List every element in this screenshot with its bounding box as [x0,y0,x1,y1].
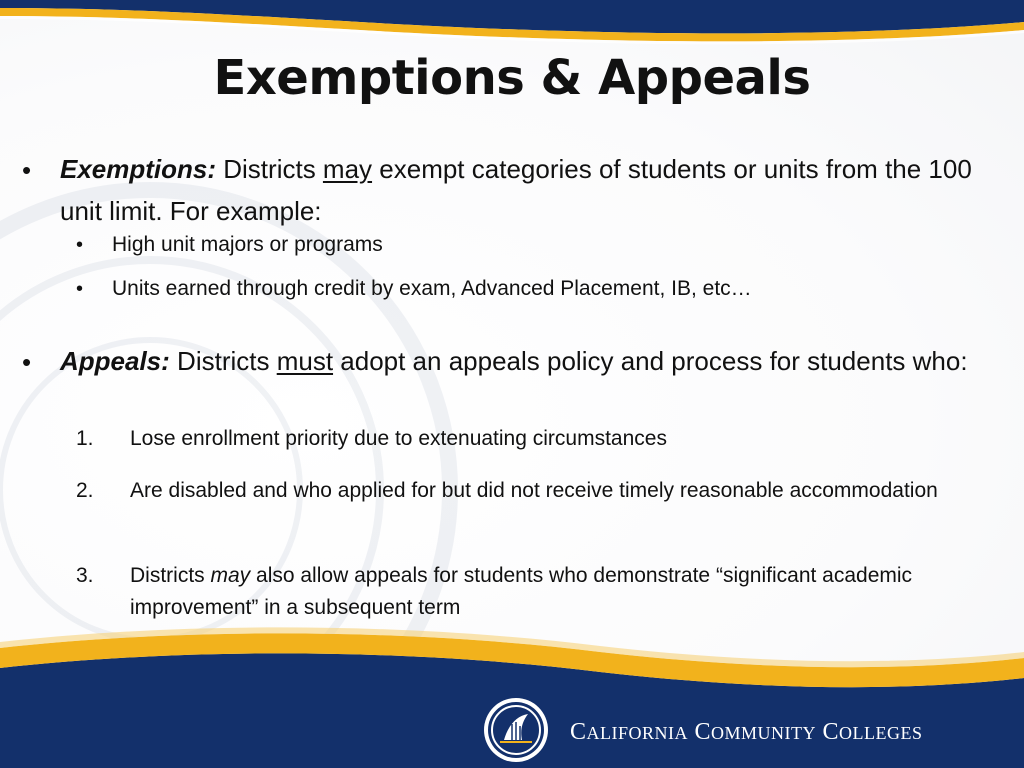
exemptions-text-after: exempt categories of students or units from the 100 unit limit. For example: [60,154,972,226]
brand-initial: C [694,719,712,745]
exemptions-underlined-word: may [322,154,373,184]
appeals-label: Appeals: [60,346,170,376]
list-number: 3. [76,564,94,587]
slide-title: Exemptions & Appeals [213,50,811,106]
exemption-item: Units earned through credit by exam, Advanced Placement, IB, etc… [112,277,752,300]
list-number: 1. [76,427,94,450]
exemptions-paragraph [60,148,980,232]
appeal-item-italic-word: may [210,564,251,587]
appeals-text-after: adopt an appeals policy and process for students who: [333,346,968,376]
exemption-item: High unit majors or programs [112,233,383,256]
appeal-item: Are disabled and who applied for but did not receive timely reasonable accommodation [130,479,938,502]
brand-word-rest: OMMUNITY [711,723,817,743]
list-number: 2. [76,479,94,502]
appeal-item: Lose enrollment priority due to extenuating circumstances [130,427,667,450]
exemptions-text-before: Districts [216,154,323,184]
brand-name [570,716,923,749]
brand-word-rest: OLLEGES [839,723,923,743]
bullet-icon: • [22,347,32,377]
appeals-paragraph [60,340,980,382]
appeals-underlined-word: must [276,346,334,376]
brand-initial: C [570,719,587,745]
appeal-item-text-before: Districts [130,564,211,587]
seal-icon [482,696,550,764]
appeal-item [130,560,970,624]
bullet-icon: • [76,234,84,256]
appeal-item-text-after: also allow appeals for students who demonstrate “significant academic improvement” in a subsequent term [130,564,913,619]
bullet-icon: • [76,278,84,300]
brand-initial: C [822,719,840,745]
bullet-icon: • [22,155,32,185]
appeals-text-before: Districts [169,346,277,376]
brand-word-rest: ALIFORNIA [586,723,689,743]
exemptions-label: Exemptions: [60,154,217,184]
